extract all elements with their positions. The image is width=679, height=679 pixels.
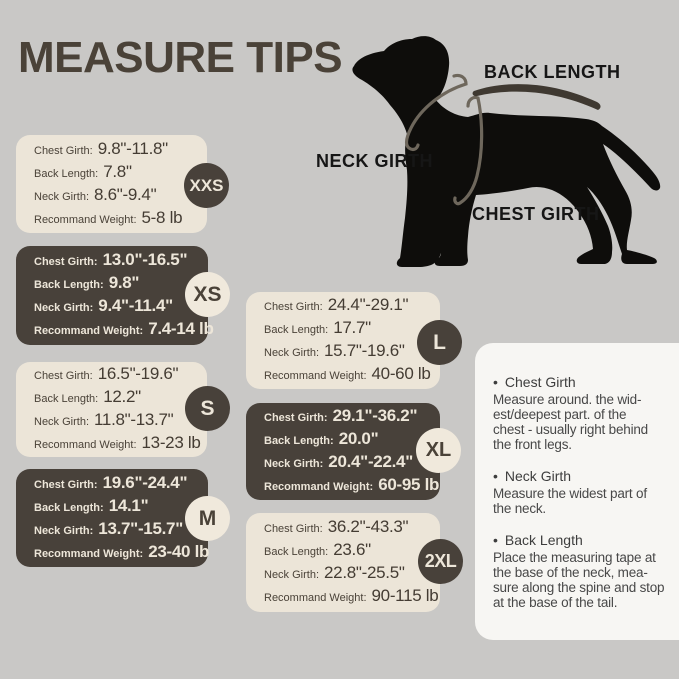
size-badge-xl: XL xyxy=(416,428,461,473)
spec-label: Recommand Weight: xyxy=(34,547,144,560)
bullet-icon: • xyxy=(493,468,498,485)
tip-heading xyxy=(493,469,671,485)
spec-row xyxy=(34,162,197,184)
spec-label: Neck Girth: xyxy=(264,458,324,470)
spec-label: Recommand Weight: xyxy=(34,325,144,337)
spec-row xyxy=(264,540,430,562)
spec-value: 12.2" xyxy=(103,387,141,406)
spec-label: Back Length: xyxy=(264,546,329,558)
spec-label: Recommand Weight: xyxy=(264,370,367,382)
spec-label: Back Length: xyxy=(34,167,99,180)
tip-line: chest - usually right behind xyxy=(493,421,648,437)
spec-row xyxy=(264,563,430,585)
diagram-label-back-length: BACK LENGTH xyxy=(484,62,621,82)
size-card-2xl xyxy=(246,513,440,612)
spec-row xyxy=(34,387,197,409)
spec-value: 13.7"-15.7" xyxy=(98,518,183,538)
spec-value: 7.4-14 lb xyxy=(148,319,214,338)
spec-value: 15.7"-19.6" xyxy=(324,341,405,360)
spec-label: Recommand Weight: xyxy=(264,481,374,493)
spec-label: Chest Girth: xyxy=(264,412,328,424)
tip-heading-text: Chest Girth xyxy=(504,374,576,390)
spec-row xyxy=(34,139,197,161)
spec-value: 11.8"-13.7" xyxy=(94,410,174,429)
size-card-s xyxy=(16,362,207,457)
spec-label: Back Length: xyxy=(34,393,99,405)
spec-value: 14.1" xyxy=(108,495,149,515)
tip-heading xyxy=(493,533,671,549)
tip-line: est/deepest part. of the xyxy=(493,406,627,422)
spec-value: 13-23 lb xyxy=(141,433,201,452)
diagram-label-chest-girth: CHEST GIRTH xyxy=(472,204,600,224)
spec-row xyxy=(34,519,198,541)
tip-line: sure along the spine and stop xyxy=(493,580,665,596)
spec-label: Chest Girth: xyxy=(264,301,323,313)
spec-label: Recommand Weight: xyxy=(264,592,367,604)
spec-value: 60-95 lb xyxy=(378,475,440,494)
spec-value: 19.6"-24.4" xyxy=(102,472,188,492)
spec-value: 7.8" xyxy=(103,161,132,181)
spec-label: Chest Girth: xyxy=(34,478,98,491)
spec-value: 23.6" xyxy=(333,540,371,559)
spec-value: 20.4"-22.4" xyxy=(328,452,413,471)
spec-value: 13.0"-16.5" xyxy=(102,250,188,269)
size-badge-l: L xyxy=(417,320,462,365)
spec-value: 29.1"-36.2" xyxy=(332,406,418,425)
tip-line: Measure the widest part of xyxy=(493,485,647,501)
spec-value: 9.8" xyxy=(108,273,140,292)
spec-row xyxy=(34,208,197,230)
tip-section-chest-girth xyxy=(493,375,671,452)
spec-row xyxy=(34,433,201,455)
tip-heading xyxy=(493,375,671,391)
spec-value: 20.0" xyxy=(338,429,379,448)
tip-line: the base of the neck, mea- xyxy=(493,564,648,580)
tip-section-back-length xyxy=(493,533,671,610)
spec-value: 24.4"-29.1" xyxy=(327,295,409,314)
spec-row xyxy=(34,473,198,495)
spec-row xyxy=(34,541,210,564)
size-card-m xyxy=(16,469,208,567)
spec-row xyxy=(34,273,198,295)
tip-line: at the base of the tail. xyxy=(493,595,618,611)
spec-row xyxy=(264,517,430,539)
size-badge-2xl: 2XL xyxy=(418,539,463,584)
spec-row xyxy=(34,364,197,386)
tip-line: the front legs. xyxy=(493,437,572,453)
spec-value: 9.8"-11.8" xyxy=(97,138,168,158)
spec-row xyxy=(264,429,430,451)
spec-row xyxy=(34,185,197,207)
spec-row xyxy=(34,296,198,318)
spec-value: 5-8 lb xyxy=(141,207,183,227)
spec-label: Back Length: xyxy=(264,435,334,447)
size-badge-m: M xyxy=(185,496,230,541)
dog-diagram xyxy=(300,20,679,280)
back-length-swoosh-icon xyxy=(473,84,601,110)
spec-label: Chest Girth: xyxy=(34,256,98,268)
spec-label: Neck Girth: xyxy=(264,569,320,581)
spec-label: Neck Girth: xyxy=(34,524,94,537)
tip-section-neck-girth xyxy=(493,469,671,516)
spec-value: 36.2"-43.3" xyxy=(327,517,409,536)
spec-label: Neck Girth: xyxy=(34,416,90,428)
spec-label: Back Length: xyxy=(264,324,329,336)
size-badge-xxs: XXS xyxy=(184,163,229,208)
spec-row xyxy=(264,318,430,340)
spec-value: 90-115 lb xyxy=(371,586,439,605)
spec-value: 17.7" xyxy=(333,318,371,337)
tips-panel xyxy=(475,343,679,640)
spec-label: Chest Girth: xyxy=(264,523,323,535)
diagram-label-neck-girth: NECK GIRTH xyxy=(316,151,433,171)
spec-value: 8.6"-9.4" xyxy=(94,184,157,204)
tip-line: Measure around. the wid- xyxy=(493,391,642,407)
tip-heading-text: Neck Girth xyxy=(504,468,572,485)
spec-value: 22.8"-25.5" xyxy=(324,563,405,582)
size-card-l xyxy=(246,292,440,389)
spec-label: Neck Girth: xyxy=(34,302,94,314)
spec-row xyxy=(34,410,197,432)
spec-row xyxy=(34,496,198,518)
spec-value: 9.4"-11.4" xyxy=(98,296,173,315)
spec-value: 16.5"-19.6" xyxy=(97,364,179,383)
tip-heading-text: Back Length xyxy=(504,532,583,549)
spec-label: Neck Girth: xyxy=(34,190,90,203)
spec-label: Back Length: xyxy=(34,279,104,291)
spec-row xyxy=(34,250,198,272)
tip-line: Place the measuring tape at xyxy=(493,549,656,565)
spec-value: 23-40 lb xyxy=(148,541,210,561)
dog-diagram-svg xyxy=(300,20,679,280)
bullet-icon: • xyxy=(493,532,498,549)
spec-label: Recommand Weight: xyxy=(34,439,137,451)
size-card-xl xyxy=(246,403,440,500)
spec-row xyxy=(264,364,430,386)
spec-row xyxy=(264,295,430,317)
tip-line: the neck. xyxy=(493,501,546,517)
spec-label: Chest Girth: xyxy=(34,144,93,157)
size-card-xxs xyxy=(16,135,207,233)
spec-row xyxy=(264,586,439,608)
size-badge-s: S xyxy=(185,386,230,431)
spec-label: Recommand Weight: xyxy=(34,213,137,226)
spec-label: Back Length: xyxy=(34,501,104,514)
spec-row xyxy=(264,406,430,428)
bullet-icon: • xyxy=(493,374,498,390)
spec-row xyxy=(264,475,440,497)
size-badge-xs: XS xyxy=(185,272,230,317)
spec-row xyxy=(34,319,214,341)
spec-label: Chest Girth: xyxy=(34,370,93,382)
spec-row xyxy=(264,341,430,363)
spec-row xyxy=(264,452,430,474)
page-title: MEASURE TIPS xyxy=(18,33,343,82)
size-card-xs xyxy=(16,246,214,345)
spec-value: 40-60 lb xyxy=(371,364,431,383)
spec-label: Neck Girth: xyxy=(264,347,320,359)
